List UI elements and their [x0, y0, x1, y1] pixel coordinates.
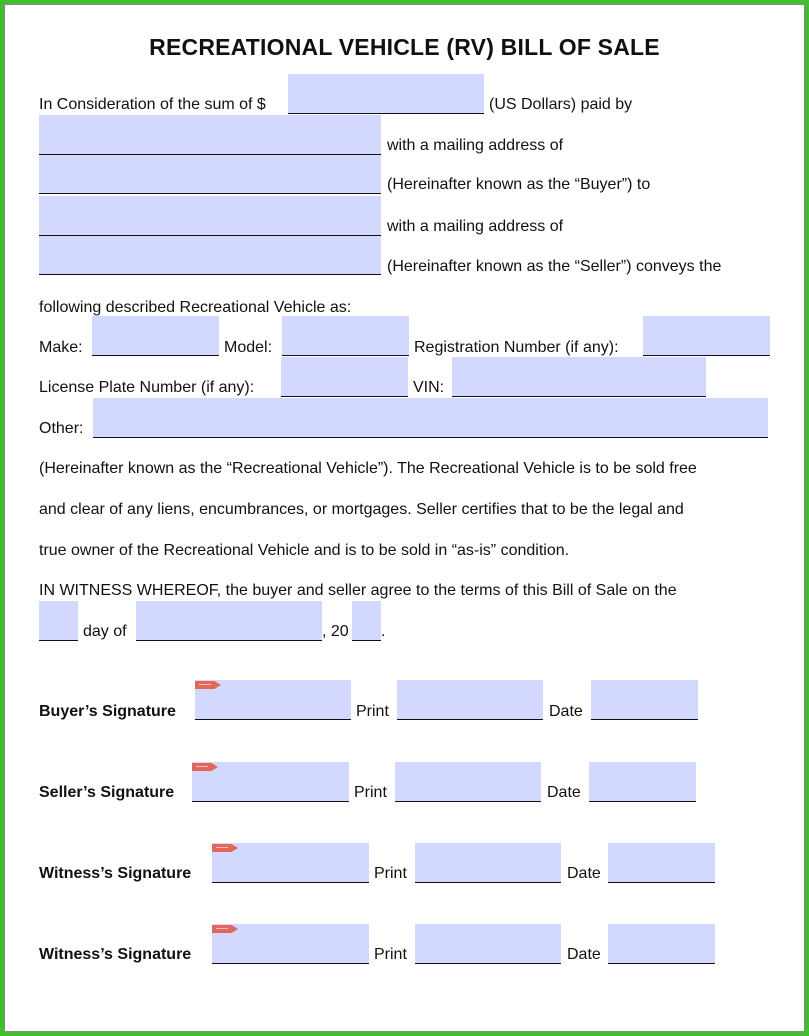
terms-line-1: (Hereinafter known as the “Recreational Vehicle”). The Recreational Vehicle is to be sold free	[39, 460, 697, 477]
witness-1-print-label: Print	[374, 865, 407, 882]
mailing-address-label-2: with a mailing address of	[387, 218, 564, 235]
mailing-address-label-1: with a mailing address of	[387, 137, 564, 154]
seller-name-field[interactable]	[39, 196, 381, 236]
registration-field[interactable]	[643, 316, 770, 356]
terms-line-2: and clear of any liens, encumbrances, or mortgages. Seller certifies that to be the legal and	[39, 501, 684, 518]
buyer-name-field[interactable]	[39, 115, 381, 155]
witness-1-print-field[interactable]	[415, 843, 561, 883]
other-field[interactable]	[93, 398, 768, 438]
month-field[interactable]	[136, 601, 322, 641]
terms-line-3: true owner of the Recreational Vehicle and is to be sold in “as-is” condition.	[39, 542, 570, 559]
witness-2-print-field[interactable]	[415, 924, 561, 964]
seller-date-field[interactable]	[589, 762, 696, 802]
vin-field[interactable]	[452, 357, 706, 397]
sum-field[interactable]	[288, 74, 484, 114]
seller-date-label: Date	[547, 784, 581, 801]
seller-print-field[interactable]	[395, 762, 541, 802]
year-field[interactable]	[352, 601, 381, 641]
buyer-print-field[interactable]	[397, 680, 543, 720]
sum-label: In Consideration of the sum of $	[39, 96, 266, 113]
seller-address-field[interactable]	[39, 236, 381, 275]
following-text: following described Recreational Vehicle as:	[39, 299, 352, 316]
witness-2-signature-label: Witness’s Signature	[39, 946, 192, 963]
day-field[interactable]	[39, 601, 78, 641]
model-label: Model:	[224, 339, 273, 356]
seller-print-label: Print	[354, 784, 387, 801]
witness-1-signature-label: Witness’s Signature	[39, 865, 192, 882]
model-field[interactable]	[282, 316, 409, 356]
witness-2-date-field[interactable]	[608, 924, 715, 964]
witness-2-date-label: Date	[567, 946, 601, 963]
sum-suffix: (US Dollars) paid by	[489, 96, 633, 113]
buyer-address-field[interactable]	[39, 155, 381, 194]
witness-text: IN WITNESS WHEREOF, the buyer and seller agree to the terms of this Bill of Sale on the	[39, 582, 677, 599]
other-label: Other:	[39, 420, 84, 437]
witness-2-print-label: Print	[374, 946, 407, 963]
license-field[interactable]	[281, 357, 408, 397]
day-of-label: day of	[83, 623, 127, 640]
year-suffix: .	[381, 623, 386, 640]
make-label: Make:	[39, 339, 83, 356]
year-prefix: , 20	[322, 623, 349, 640]
buyer-known-label: (Hereinafter known as the “Buyer”) to	[387, 176, 651, 193]
make-field[interactable]	[92, 316, 219, 356]
license-label: License Plate Number (if any):	[39, 379, 255, 396]
buyer-print-label: Print	[356, 703, 389, 720]
seller-known-label: (Hereinafter known as the “Seller”) conveys the	[387, 258, 722, 275]
witness-1-date-field[interactable]	[608, 843, 715, 883]
seller-signature-label: Seller’s Signature	[39, 784, 175, 801]
registration-label: Registration Number (if any):	[414, 339, 619, 356]
vin-label: VIN:	[413, 379, 445, 396]
page-title: RECREATIONAL VEHICLE (RV) BILL OF SALE	[149, 34, 660, 60]
buyer-date-field[interactable]	[591, 680, 698, 720]
buyer-signature-label: Buyer’s Signature	[39, 703, 176, 720]
buyer-date-label: Date	[549, 703, 583, 720]
witness-1-date-label: Date	[567, 865, 601, 882]
